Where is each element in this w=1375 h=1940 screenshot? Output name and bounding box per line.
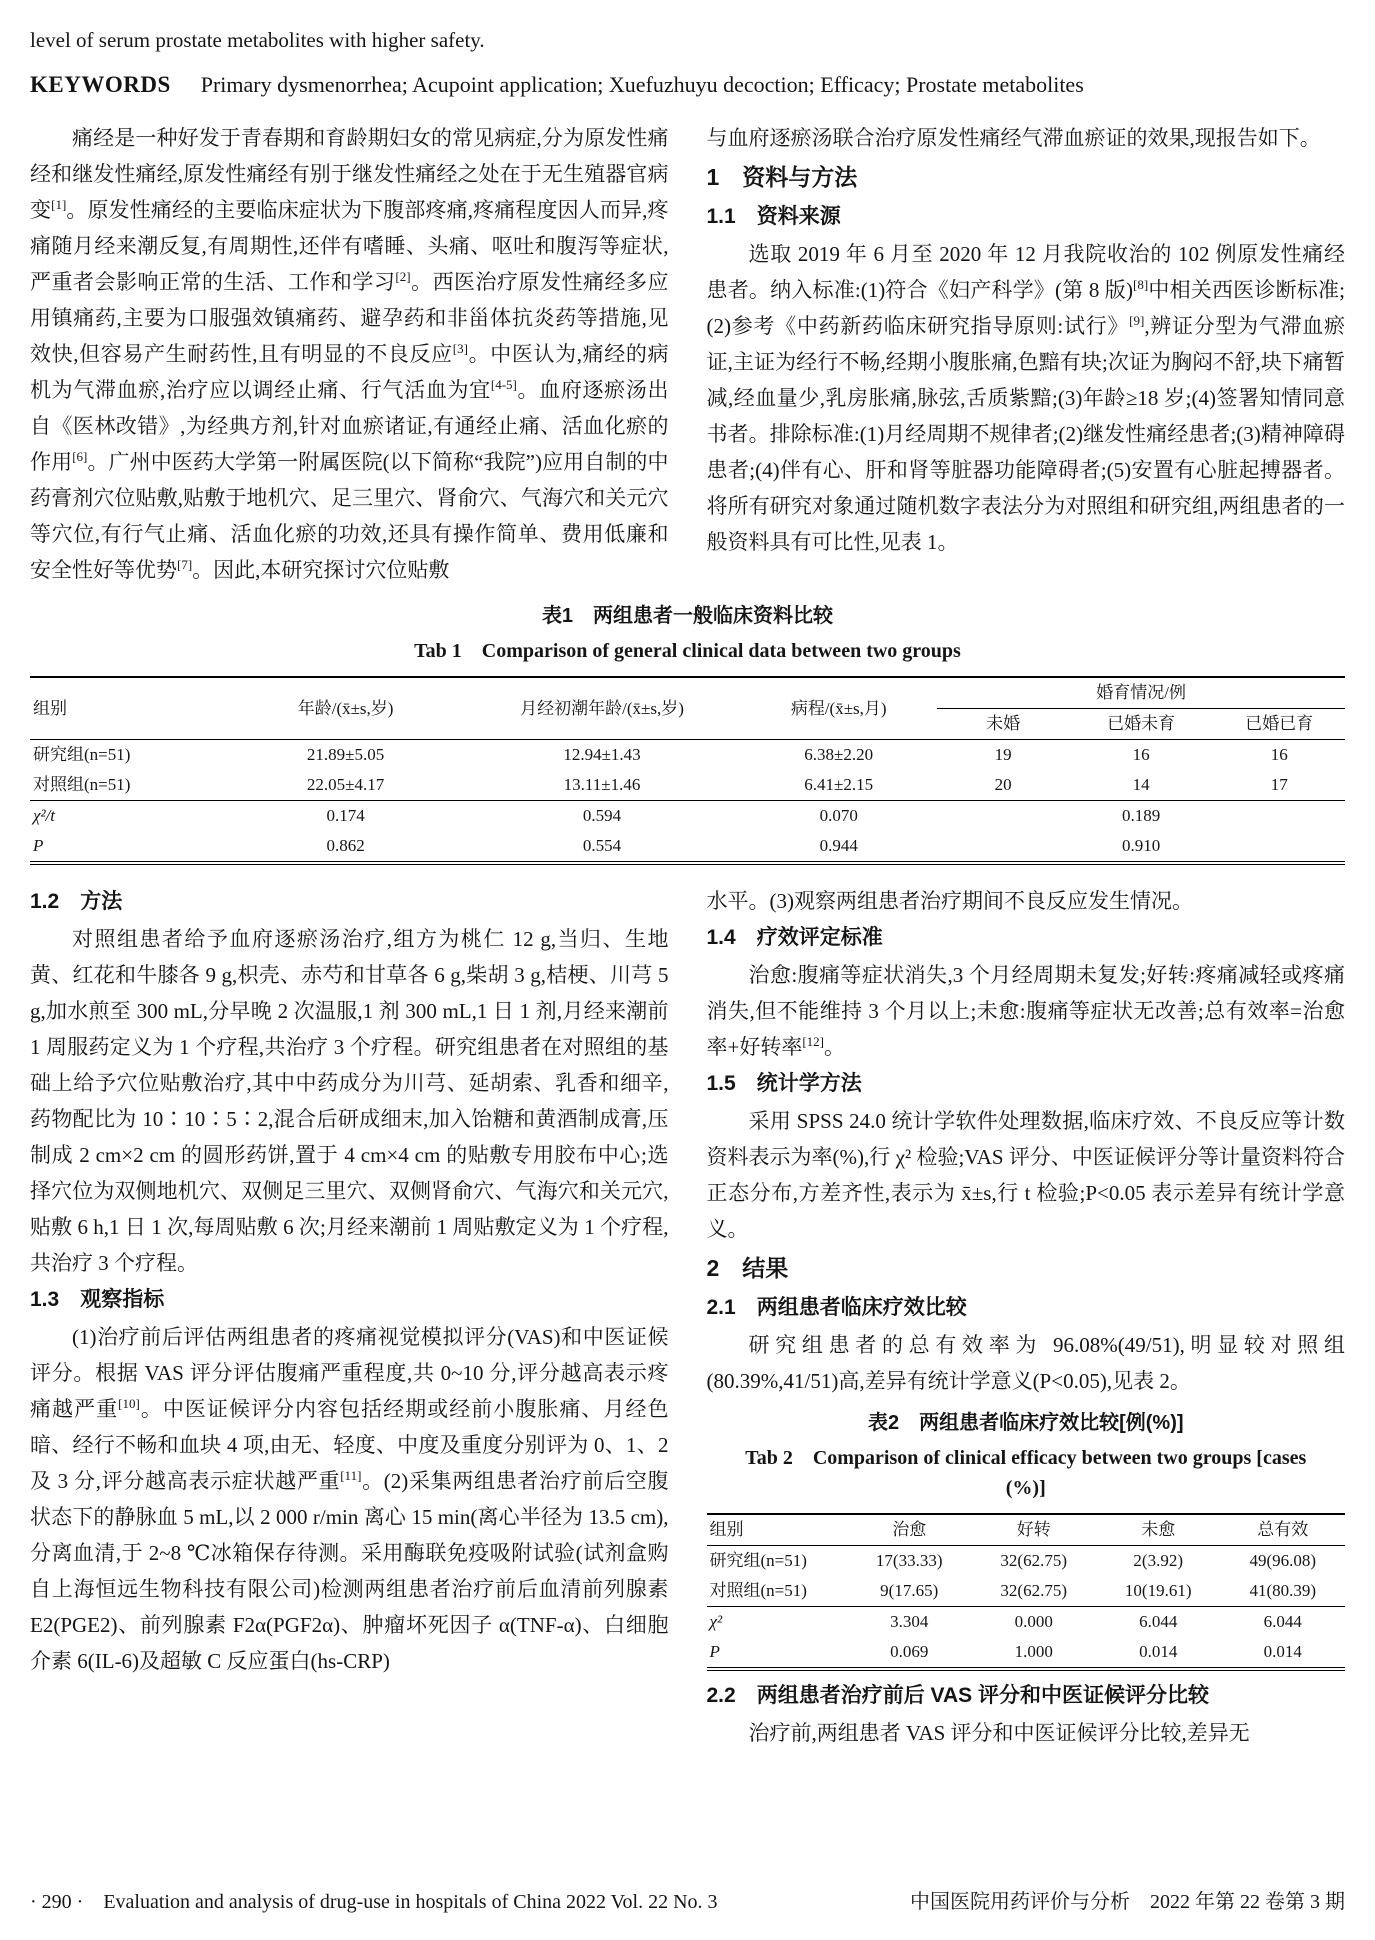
t1-chi-menarche: 0.594 [464, 801, 740, 832]
section-heading-1-2: 1.2 方法 [30, 890, 123, 913]
t1-chi-label: χ²/t [30, 801, 227, 832]
table2-block [707, 1407, 1346, 1671]
t2-study-uncured: 2(3.92) [1133, 1551, 1183, 1570]
body-columns-bottom [30, 883, 1345, 1751]
keywords-line [30, 68, 1345, 102]
t1-chi-marriage: 0.189 [937, 801, 1345, 832]
t2-study-total: 49(96.08) [1249, 1551, 1317, 1570]
t2-study-group: 研究组(n=51) [709, 1551, 807, 1570]
statistics-paragraph: 采用 SPSS 24.0 统计学软件处理数据,临床疗效、不良反应等计数资料表示为率(%),行 χ² 检验;VAS 评分、中医证候评分等计量资料符合正态分布,方差齐性,表示为 x̄±s,行 t 检验;P<0.05 表示差异有统计学意义。 [706, 1109, 1345, 1241]
t1-col-group: 组别 [30, 677, 227, 740]
section-heading-2-2: 2.2 两组患者治疗前后 VAS 评分和中医证候评分比较 [706, 1684, 1209, 1707]
t2-study-improved: 32(62.75) [1000, 1551, 1067, 1570]
t1-study-menarche: 12.94±1.43 [563, 745, 641, 764]
methods-paragraph: 对照组患者给予血府逐瘀汤治疗,组方为桃仁 12 g,当归、生地黄、红花和牛膝各 9 g,枳壳、赤芍和甘草各 6 g,柴胡 3 g,桔梗、川芎 5 g,加水煎至 300 mL,分早晚 2 次温服,1 剂 300 mL,1 日 1 剂,月经来潮前 1 周服药定义为 1 个疗程,共治疗 3 个疗程。研究组患者在对照组的基础上给予穴位贴敷治疗,其中中药成分为川芎、延胡索、乳香和细辛,药物配比为 10∶10∶5∶2,混合后研成细末,加入饴糖和黄酒制成膏,压制成 2 cm×2 cm 的圆形药饼,置于 4 cm×4 cm 的贴敷专用胶布中心;选择穴位为双侧地机穴、双侧足三里穴、双侧肾俞穴、气海穴和关元穴,贴敷 6 h,1 日 1 次,每周贴敷 6 次;月经来潮前 1 周贴敷定义为 1 个疗程,共治疗 3 个疗程。 [30, 927, 669, 1275]
efficacy-result-paragraph: 研究组患者的总有效率为 96.08%(49/51),明显较对照组(80.39%,41/51)高,差异有统计学意义(P<0.05),见表 2。 [706, 1333, 1345, 1393]
t1-control-menarche: 13.11±1.46 [563, 775, 641, 794]
t1-control-group: 对照组(n=51) [33, 775, 131, 794]
t1-control-unmarried: 20 [994, 775, 1012, 794]
table2-row-chi [707, 1607, 1346, 1638]
t1-study-married-child: 16 [1270, 745, 1288, 764]
table1-header-row-1 [30, 677, 1345, 709]
table1-row-chi [30, 801, 1345, 832]
t1-chi-age: 0.174 [227, 801, 464, 832]
t1-study-unmarried: 19 [994, 745, 1012, 764]
t2-control-cured: 9(17.65) [880, 1581, 939, 1600]
table2-header-row [707, 1514, 1346, 1546]
t1-control-married-child: 17 [1270, 775, 1288, 794]
t2-chi-total: 6.044 [1220, 1607, 1345, 1638]
t1-study-duration: 6.38±2.20 [804, 745, 874, 764]
section-heading-1-3: 1.3 观察指标 [30, 1288, 165, 1311]
t2-p-total: 0.014 [1263, 1642, 1302, 1661]
efficacy-criteria-paragraph: 治愈:腹痛等症状消失,3 个月经周期未复发;好转:疼痛减轻或疼痛消失,但不能维持 3 个月以上;未愈:腹痛等症状无改善;总有效率=治愈率+好转率[12]。 [706, 963, 1345, 1059]
vas-comparison-paragraph: 治疗前,两组患者 VAS 评分和中医证候评分比较,差异无 [748, 1721, 1250, 1745]
t1-col-married-child: 已婚已育 [1213, 709, 1345, 740]
t2-col-improved: 好转 [971, 1514, 1096, 1546]
left-column-top [30, 120, 669, 588]
t1-control-duration: 6.41±2.15 [804, 775, 874, 794]
section-heading-1-5: 1.5 统计学方法 [706, 1072, 862, 1095]
t2-chi-cured: 3.304 [847, 1607, 972, 1638]
right-column-bottom [707, 883, 1346, 1751]
table1-caption-zh: 表1 两组患者一般临床资料比较 [541, 605, 834, 627]
table2-caption-en: Tab 2 Comparison of clinical efficacy between two groups [cases (%)] [745, 1447, 1307, 1499]
left-column-bottom [30, 883, 669, 1751]
table1-row-control [30, 770, 1345, 801]
t2-col-cured: 治愈 [847, 1514, 972, 1546]
t1-control-age: 22.05±4.17 [306, 775, 385, 794]
t2-control-improved: 32(62.75) [1000, 1581, 1067, 1600]
table1-row-study [30, 740, 1345, 771]
t2-col-total: 总有效 [1220, 1514, 1345, 1546]
t2-p-cured: 0.069 [890, 1642, 929, 1661]
t2-p-uncured: 0.014 [1139, 1642, 1178, 1661]
t1-col-duration: 病程/(x̄±s,月) [740, 677, 937, 740]
t1-col-menarche: 月经初潮年龄/(x̄±s,岁) [464, 677, 740, 740]
abstract-tail-text: level of serum prostate metabolites with higher safety. [30, 28, 485, 52]
t1-col-marriage: 婚育情况/例 [937, 677, 1345, 709]
t1-p-age: 0.862 [326, 836, 365, 855]
section-heading-1-1: 1.1 资料来源 [706, 205, 841, 228]
section-heading-1-4: 1.4 疗效评定标准 [706, 926, 883, 949]
t1-p-duration: 0.944 [819, 836, 858, 855]
t2-study-cured: 17(33.33) [875, 1551, 943, 1570]
data-source-paragraph: 选取 2019 年 6 月至 2020 年 12 月我院收治的 102 例原发性痛经患者。纳入标准:(1)符合《妇产科学》(第 8 版)[8]中相关西医诊断标准;(2)参考《中药新药临床研究指导原则:试行》[9],辨证分型为气滞血瘀证,主证为经行不畅,经期小腹胀痛,色黯有块;次证为胸闷不舒,块下痛暂减,经血量少,乳房胀痛,脉弦,舌质紫黯;(3)年龄≥18 岁;(4)签署知情同意书者。排除标准:(1)月经周期不规律者;(2)继发性痛经患者;(3)精神障碍患者;(4)伴有心、肝和肾等脏器功能障碍者;(5)安置有心脏起搏器者。将所有研究对象通过随机数字表法分为对照组和研究组,两组患者的一般资料具有可比性,见表 1。 [706, 242, 1346, 554]
t1-study-age: 21.89±5.05 [306, 745, 385, 764]
indicators-continuation: 水平。(3)观察两组患者治疗期间不良反应发生情况。 [706, 889, 1193, 913]
keywords-label: KEYWORDS [30, 72, 171, 97]
t2-p-label: P [709, 1642, 720, 1661]
table2 [707, 1513, 1346, 1671]
t2-chi-uncured: 6.044 [1096, 1607, 1221, 1638]
t1-p-marriage: 0.910 [1122, 836, 1161, 855]
footer-right: 中国医院用药评价与分析 2022 年第 22 卷第 3 期 [910, 1891, 1345, 1913]
table2-row-p [707, 1637, 1346, 1669]
table1-row-p [30, 831, 1345, 863]
indicators-paragraph: (1)治疗前后评估两组患者的疼痛视觉模拟评分(VAS)和中医证候评分。根据 VAS 评分评估腹痛严重程度,共 0~10 分,评分越高表示疼痛越严重[10]。中医证候评分内容包括经期或经前小腹胀痛、月经色暗、经行不畅和血块 4 项,由无、轻度、中度及重度分别评为 0、1、2 及 3 分,评分越高表示症状越严重[11]。(2)采集两组患者治疗前后空腹状态下的静脉血 5 mL,以 2 000 r/min 离心 15 min(离心半径为 13.5 cm),分离血清,于 2~8 ℃冰箱保存待测。采用酶联免疫吸附试验(试剂盒购自上海恒远生物科技有限公司)检测两组患者治疗前后血清前列腺素 E2(PGE2)、前列腺素 F2α(PGF2α)、肿瘤坏死因子 α(TNF-α)、白细胞介素 6(IL-6)及超敏 C 反应蛋白(hs-CRP) [30, 1325, 669, 1673]
t1-study-married-nochild: 16 [1132, 745, 1150, 764]
table1 [30, 676, 1345, 865]
t1-p-menarche: 0.554 [582, 836, 622, 855]
table2-caption-zh: 表2 两组患者临床疗效比较[例(%)] [867, 1412, 1184, 1434]
t1-control-married-nochild: 14 [1132, 775, 1150, 794]
footer-left: · 290 · Evaluation and analysis of drug-use in hospitals of China 2022 Vol. 22 No. 3 [30, 1891, 718, 1913]
t1-col-unmarried: 未婚 [937, 709, 1069, 740]
t2-p-improved: 1.000 [1014, 1642, 1053, 1661]
t2-col-uncured: 未愈 [1096, 1514, 1221, 1546]
body-columns-top [30, 120, 1345, 588]
page-footer [30, 1888, 1345, 1916]
t1-chi-duration: 0.070 [740, 801, 937, 832]
t1-p-label: P [33, 836, 44, 855]
intro-paragraph: 痛经是一种好发于青春期和育龄期妇女的常见病症,分为原发性痛经和继发性痛经,原发性痛经有别于继发性痛经之处在于无生殖器官病变[1]。原发性痛经的主要临床症状为下腹部疼痛,疼痛程度因人而异,疼痛随月经来潮反复,有周期性,还伴有嗜睡、头痛、呕吐和腹泻等症状,严重者会影响正常的生活、工作和学习[2]。西医治疗原发性痛经多应用镇痛药,主要为口服强效镇痛药、避孕药和非甾体抗炎药等措施,见效快,但容易产生耐药性,且有明显的不良反应[3]。中医认为,痛经的病机为气滞血瘀,治疗应以调经止痛、行气活血为宜[4-5]。血府逐瘀汤出自《医林改错》,为经典方剂,针对血瘀诸证,有通经止痛、活血化瘀的作用[6]。广州中医药大学第一附属医院(以下简称“我院”)应用自制的中药膏剂穴位贴敷,贴敷于地机穴、足三里穴、肾俞穴、气海穴和关元穴等穴位,有行气止痛、活血化瘀的功效,还具有操作简单、费用低廉和安全性好等优势[7]。因此,本研究探讨穴位贴敷 [30, 126, 669, 582]
table2-row-control [707, 1576, 1346, 1607]
t2-chi-improved: 0.000 [971, 1607, 1096, 1638]
section-heading-2: 2 结果 [706, 1255, 789, 1281]
section-heading-2-1: 2.1 两组患者临床疗效比较 [706, 1296, 967, 1319]
t2-control-uncured: 10(19.61) [1124, 1581, 1192, 1600]
table1-block [30, 600, 1345, 865]
t1-col-married-nochild: 已婚未育 [1069, 709, 1214, 740]
table2-row-study [707, 1546, 1346, 1577]
t2-control-group: 对照组(n=51) [709, 1581, 807, 1600]
t1-study-group: 研究组(n=51) [33, 745, 131, 764]
right-column-top [707, 120, 1346, 588]
t1-col-age: 年龄/(x̄±s,岁) [227, 677, 464, 740]
intro-continuation: 与血府逐瘀汤联合治疗原发性痛经气滞血瘀证的效果,现报告如下。 [706, 126, 1321, 150]
section-heading-1: 1 资料与方法 [706, 164, 858, 190]
t2-control-total: 41(80.39) [1249, 1581, 1317, 1600]
t2-col-group: 组别 [707, 1514, 847, 1546]
t2-chi-label: χ² [707, 1607, 847, 1638]
keywords-text: Primary dysmenorrhea; Acupoint application; Xuefuzhuyu decoction; Efficacy; Prostate metabolites [200, 72, 1084, 97]
table1-caption-en: Tab 1 Comparison of general clinical data between two groups [414, 640, 961, 662]
